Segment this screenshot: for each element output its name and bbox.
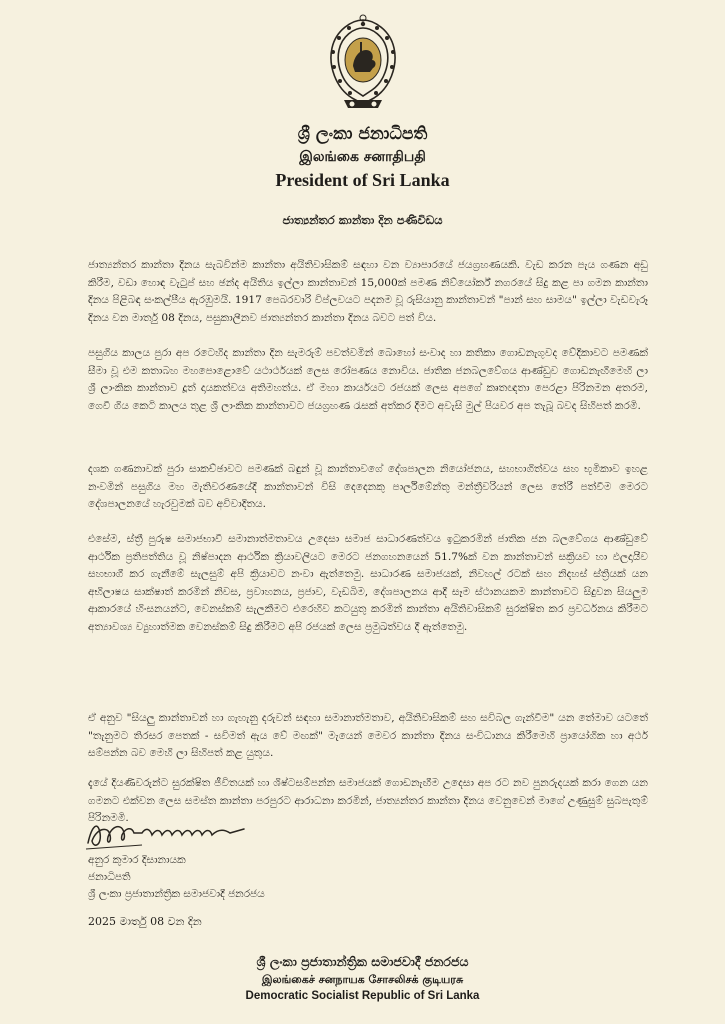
paragraph-4: එසේම, ස්ත්‍රී පුරුෂ සමාජභාවී සමානාත්මතාවය උදෙසා සමාජ සාධාරණත්වය ඉටුකරමින් ජාතික ජන බලවේගය ආණ්ඩුවේ ආර්ථික ප්‍රතිපත්තිය වූ නිෂ්පාදන ආර්ථික ක්‍රියාවලියට මෙරට ජනගහනයෙන් 51.7%ක් වන කාන්තාවන් සක්‍රියව හා ඵලදායීව සහභාගී කර ගැනීමේ සැලසුම් අපි ක්‍රියාවට නංවා ඇත්තෙමු. සාධාරණ සමාජයක්, නිවහල් රටක් සහ නිදහස් ස්ත්‍රියක් යන අභිලාෂය සාක්ෂාත් කරමින් නිවස, ප්‍රවාහනය, ප්‍රජාව, වැඩබිම, දේශපාලනය ආදී සෑම ස්ථානයකම කාන්තාවට සිදුවන සියලුම ආකාරයේ හිංසනයන්ට, වෙනස්කම් සැලකීමට එරෙහිව කටයුතු කරමින් කාන්තා අයිතිවාසිකම් සුරක්ෂිත කර ප්‍රවර්ධනය කිරීමට අත්‍යාවශ්‍ය ව්‍යුහාත්මක වෙනස්කම් සිදු කිරීමට අපි රජයක් ලෙස ප්‍රමුඛත්වය දී ඇත්තෙමු. bbox=[88, 533, 648, 633]
national-emblem-icon bbox=[322, 14, 404, 114]
header-english: President of Sri Lanka bbox=[275, 170, 450, 190]
signatory-name: අනුර කුමාර දිසානායක bbox=[88, 854, 186, 866]
letter-date: 2025 මාර්තු 08 වන දින bbox=[88, 915, 202, 928]
paragraph-2: පසුගිය කාලය පුරා අප රටෙහිද කාන්තා දින සැමරුම් පවත්වමින් බොහෝ සංවාද හා කතිකා ගොඩනැගුවද වේදිකාවට පමණක් සීමා වූ එම කතාබහ මහපොළොවේ යථාර්ථයක් ලෙස රෝපණය නොවිය. ජාතික ජනබලවේගය ආණ්ඩුව ගොඩනැඟීමෙහි ලා ශ්‍රී ලාංකික කාන්තාව දූත් දායකත්වය අතිමහත්ය. ඒ මහා කාර්යයට රජයක් ලෙස අපගේ කෘතඥතා පෙරළා පිරිනමන අතරම, ගෙවී ගිය කෙටි කාලය තුළ ශ්‍රී ලාංකික කාන්තාවට ජයග්‍රහණ රැසක් අත්කර දීමට අවැසි මුල් පියවර අප තැබූ බවද සිහිපත් කරමි. bbox=[88, 347, 648, 412]
signature-block bbox=[88, 852, 265, 903]
message-title: ජාත්‍යන්තර කාන්තා දින පණිවිඩය bbox=[282, 213, 443, 227]
signatory-role: ජනාධිපති bbox=[88, 871, 131, 883]
handwritten-signature-icon bbox=[82, 815, 252, 855]
header-tamil: இலங்கை சனாதிபதி bbox=[299, 149, 426, 165]
header-sinhala: ශ්‍රී ලංකා ජනාධිපති bbox=[297, 124, 428, 144]
paragraph-6: දැයේ දියණිවරුන්ට සුරක්ෂිත ජීවිතයක් හා ශිෂ්ටසම්පන්න සමාජයක් ගොඩනැඟීම උදෙසා අප රට නව පුනරුදයක් කරා ගෙන යන ගමනට එක්වන ලෙස සමස්ත කාන්තා පරපුරට ආරාධනා කරමින්, ජාත්‍යන්තර කාන්තා දිනය වෙනුවෙන් මාගේ උණුසුම් සුබපැතුම් පිරිනමමි. bbox=[88, 777, 648, 825]
paragraph-1: ජාත්‍යන්තර කාන්තා දිනය සැබවින්ම කාන්තා අයිතිවාසිකම් සඳහා වන ව්‍යාපාරයේ ජයග්‍රහණයකි. වැඩ කරන පැය ගණන අඩු කිරීම, වඩා හොඳ වැටුප් සහ ඡන්ද අයිතිය ඉල්ලා කාන්තාවන් 15,000ක් පමණ නිව්යෝර්ක් නගරයේ සිදු කළ පා ගමන කාන්තා දිනය පිළිබඳ සංකල්පීය ඇරඹුමයි. 1917 පෙබරවාරි විප්ලවයට පදනම වූ රුසියානු කාන්තාවන් "පාන් සහ සාමය" ඉල්ලා වැඩවැරූ දිනය වන මාර්තු 08 දිනය, පසුකාලීනව ජාත්‍යන්තර කාන්තා දිනය බවට පත් විය. bbox=[88, 259, 648, 324]
footer-tamil: இலங்கைச் சனநாயக சோசலிசக் குடியரசு bbox=[261, 973, 464, 986]
footer-english: Democratic Socialist Republic of Sri Lanka bbox=[245, 990, 480, 1002]
signatory-country: ශ්‍රී ලංකා ප්‍රජාතාන්ත්‍රික සමාජවාදී ජනරජය bbox=[88, 888, 265, 900]
paragraph-3: දශක ගණනාවක් පුරා සාකච්ඡාවට පමණක් බඳුන් වූ කාන්තාවගේ දේශපාලන නියෝජනය, සහභාගිත්වය සහ භූමිකාව ඉහළ නංවමින් පසුගිය මහ මැතිවරණයේදී කාන්තාවන් විසි දෙදෙනකු පාර්ලිමේන්තු මන්ත්‍රීවරියන් ලෙස තේරී පත්වීම මෙරට දේශපාලනයේ හැරවුමක් බව අවිවාදිතය. bbox=[88, 463, 648, 511]
footer-sinhala: ශ්‍රී ලංකා ප්‍රජාතාන්ත්‍රික සමාජවාදී ජනරජය bbox=[256, 954, 469, 969]
paragraph-5: ඒ අනුව "සියලු කාන්තාවන් හා ගැහැනු දරුවන් සඳහා සමානාත්මතාව, අයිතිවාසිකම් සහ සවිබල ගැන්වීම" යන තේමාව යටතේ "තැනුමට තිරසර පෙතක් - සවිමත් ඇය වේ මඟක්" මැයෙන් මෙවර කාන්තා දිනය සංවිධානය කිරීමෙහි ප්‍රායෝගික හා අර්ථ සම්පන්න බව මෙහි ලා සිහිපත් කළ යුතුය. bbox=[88, 712, 648, 760]
